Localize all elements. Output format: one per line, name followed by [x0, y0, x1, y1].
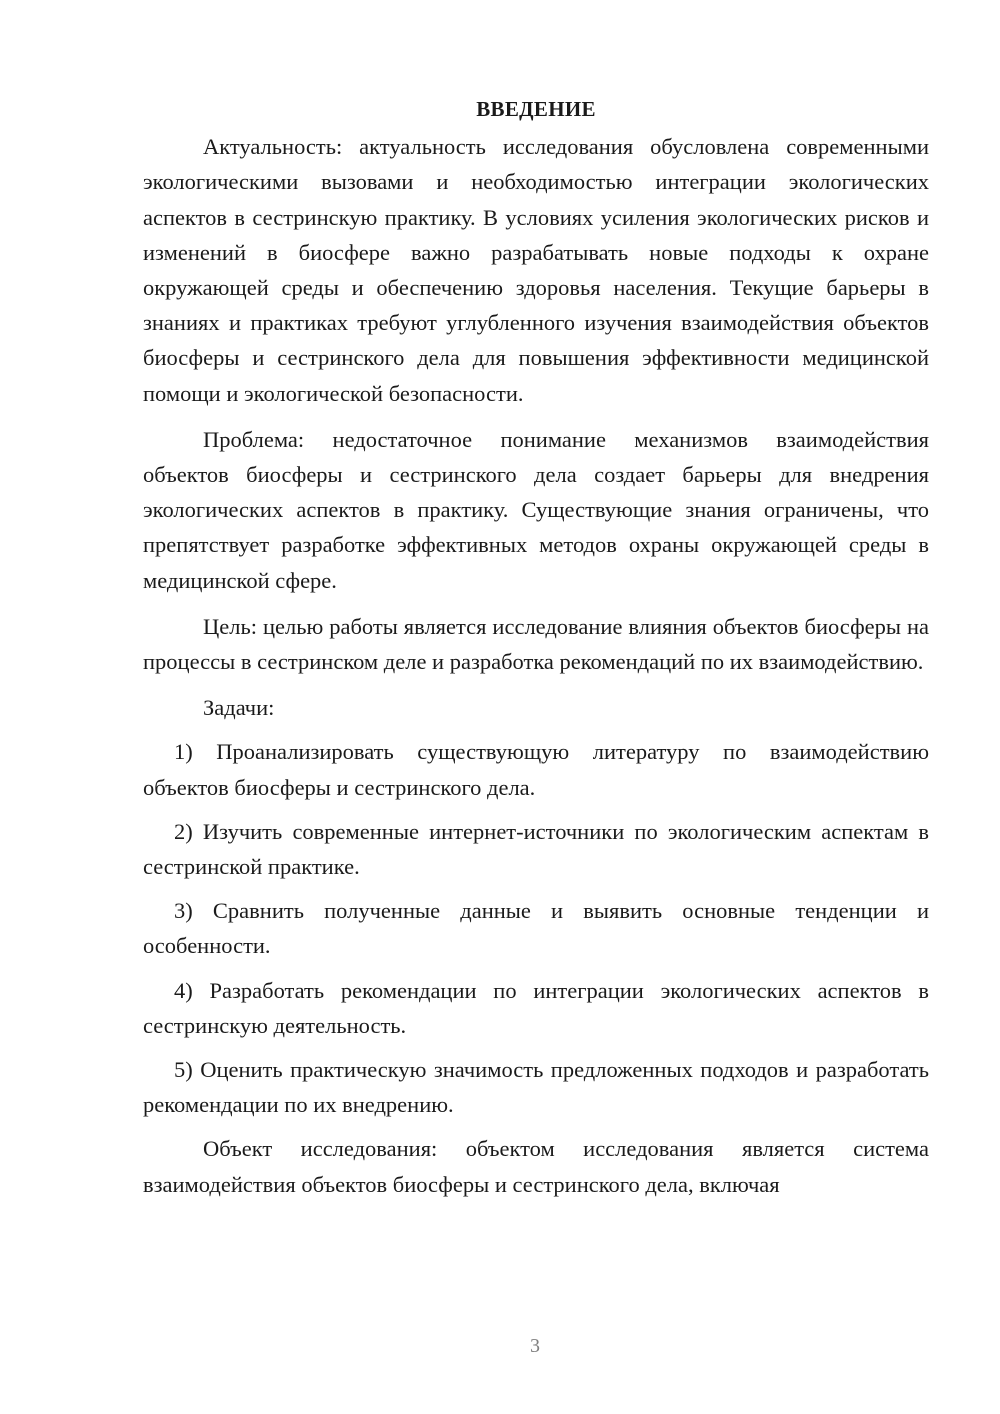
- task-item-1: 1) Проанализировать существующую литературу по взаимодействию объектов биосферы и сестринского дела.: [143, 739, 929, 800]
- section-heading: ВВЕДЕНИЕ: [476, 97, 596, 121]
- task-item-3: 3) Сравнить полученные данные и выявить основные тенденции и особенности.: [143, 898, 929, 959]
- relevance-paragraph: Актуальность: актуальность исследования обусловлена современными экологическими вызовами и необходимостью интеграции экологических аспектов в сестринскую практику. В условиях усиления экологических рисков и изменений в биосфере важно разрабатывать новые подходы к охране окружающей среды и обеспечению здоровья населения. Текущие барьеры в знаниях и практиках требуют углубленного изучения взаимодействия объектов биосферы и сестринского дела для повышения эффективности медицинской помощи и экологической безопасности.: [143, 134, 929, 406]
- task-item-2: 2) Изучить современные интернет-источники по экологическим аспектам в сестринской практике.: [143, 818, 929, 880]
- task-item-5: 5) Оценить практическую значимость предложенных подходов и разработать рекомендации по их внедрению.: [143, 1057, 929, 1118]
- goal-paragraph: Цель: целью работы является исследование влияния объектов биосферы на процессы в сестринском деле и разработка рекомендаций по их взаимодействию.: [143, 613, 929, 675]
- page-body: [143, 92, 929, 1202]
- object-paragraph: Объект исследования: объектом исследования является система взаимодействия объектов биосферы и сестринского дела, включая: [143, 1136, 929, 1197]
- tasks-label: Задачи:: [203, 695, 275, 721]
- problem-paragraph: Проблема: недостаточное понимание механизмов взаимодействия объектов биосферы и сестринского дела создает барьеры для внедрения экологических аспектов в практику. Существующие знания ограничены, что препятствует разработке эффективных методов охраны окружающей среды в медицинской сфере.: [143, 426, 929, 593]
- task-item-4: 4) Разработать рекомендации по интеграции экологических аспектов в сестринскую деятельность.: [143, 977, 929, 1038]
- tasks-list: [143, 734, 929, 1122]
- page-number: 3: [530, 1335, 540, 1357]
